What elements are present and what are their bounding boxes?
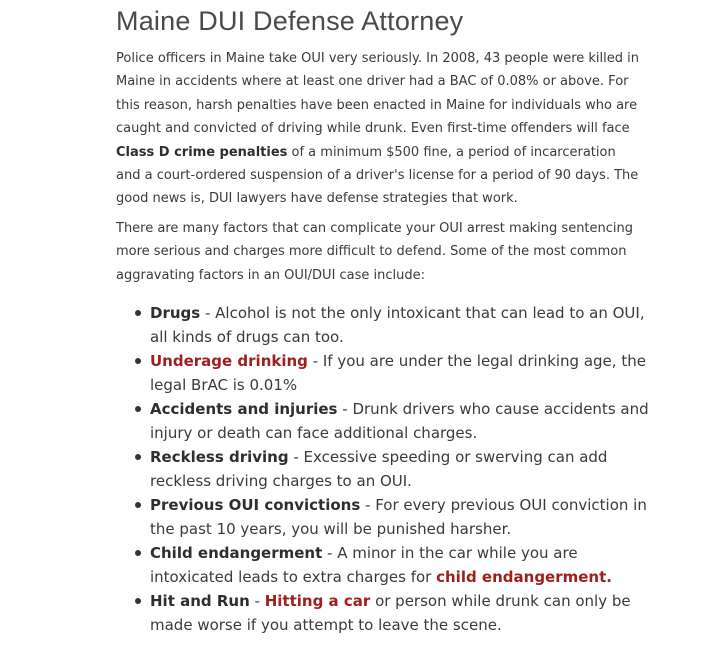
list-item [150,541,660,589]
factor-desc: - Drunk drivers who cause accidents and injury or death can face additional charges. [150,400,649,442]
factor-term-hit-run: Hit and Run [150,592,250,610]
factor-term-accidents: Accidents and injuries [150,400,338,418]
factor-desc: - A minor in the car while you are intoxicated leads to extra charges for [150,544,578,586]
factor-desc: - [249,592,265,610]
list-item [150,397,660,445]
factor-term-previous: Previous OUI convictions [150,496,361,514]
page-title: Maine DUI Defense Attorney [116,6,464,36]
intro-paragraph [116,47,644,211]
factor-desc: - For every previous OUI conviction in the past 10 years, you will be punished harsher. [150,496,647,538]
factor-term-drugs: Drugs [150,304,201,322]
aggravating-factors-list [132,301,660,637]
class-d-penalties-emphasis: Class D crime penalties [116,144,288,160]
factor-desc: or person while drunk can only be made worse if you attempt to leave the scene. [150,592,631,634]
list-item [150,493,660,541]
factor-desc: - If you are under the legal drinking age, the legal BrAC is 0.01% [150,352,646,394]
list-item [150,589,660,637]
intro-text-end: of a minimum $500 fine, a period of incarceration and a court-ordered suspension of a driver's license for a period of 90 days. The good news is, DUI lawyers have defense strategies that work. [116,144,639,207]
factor-desc: - Excessive speeding or swerving can add reckless driving charges to an OUI. [150,448,608,490]
list-item [150,301,660,349]
list-item [150,349,660,397]
factor-term-reckless: Reckless driving [150,448,289,466]
factors-intro-paragraph: There are many factors that can complicate your OUI arrest making sentencing more serious and charges more difficult to defend. Some of the most common aggravating factors in an OUI/DUI case include: [116,221,634,283]
list-item [150,445,660,493]
factor-term-child: Child endangerment [150,544,323,562]
factor-desc: - Alcohol is not the only intoxicant that can lead to an OUI, all kinds of drugs can too. [150,304,645,346]
underage-drinking-link[interactable]: Underage drinking [150,352,308,370]
intro-text-start: Police officers in Maine take OUI very seriously. In 2008, 43 people were killed in Maine in accidents where at least one driver had a BAC of 0.08% or above. For this reason, harsh penalties have been enacted in Maine for individuals who are caught and convicted of driving while drunk. Even first-time offenders will face [116,51,639,137]
child-endangerment-link[interactable]: child endangerment. [436,568,612,586]
hitting-a-car-link[interactable]: Hitting a car [264,592,371,610]
